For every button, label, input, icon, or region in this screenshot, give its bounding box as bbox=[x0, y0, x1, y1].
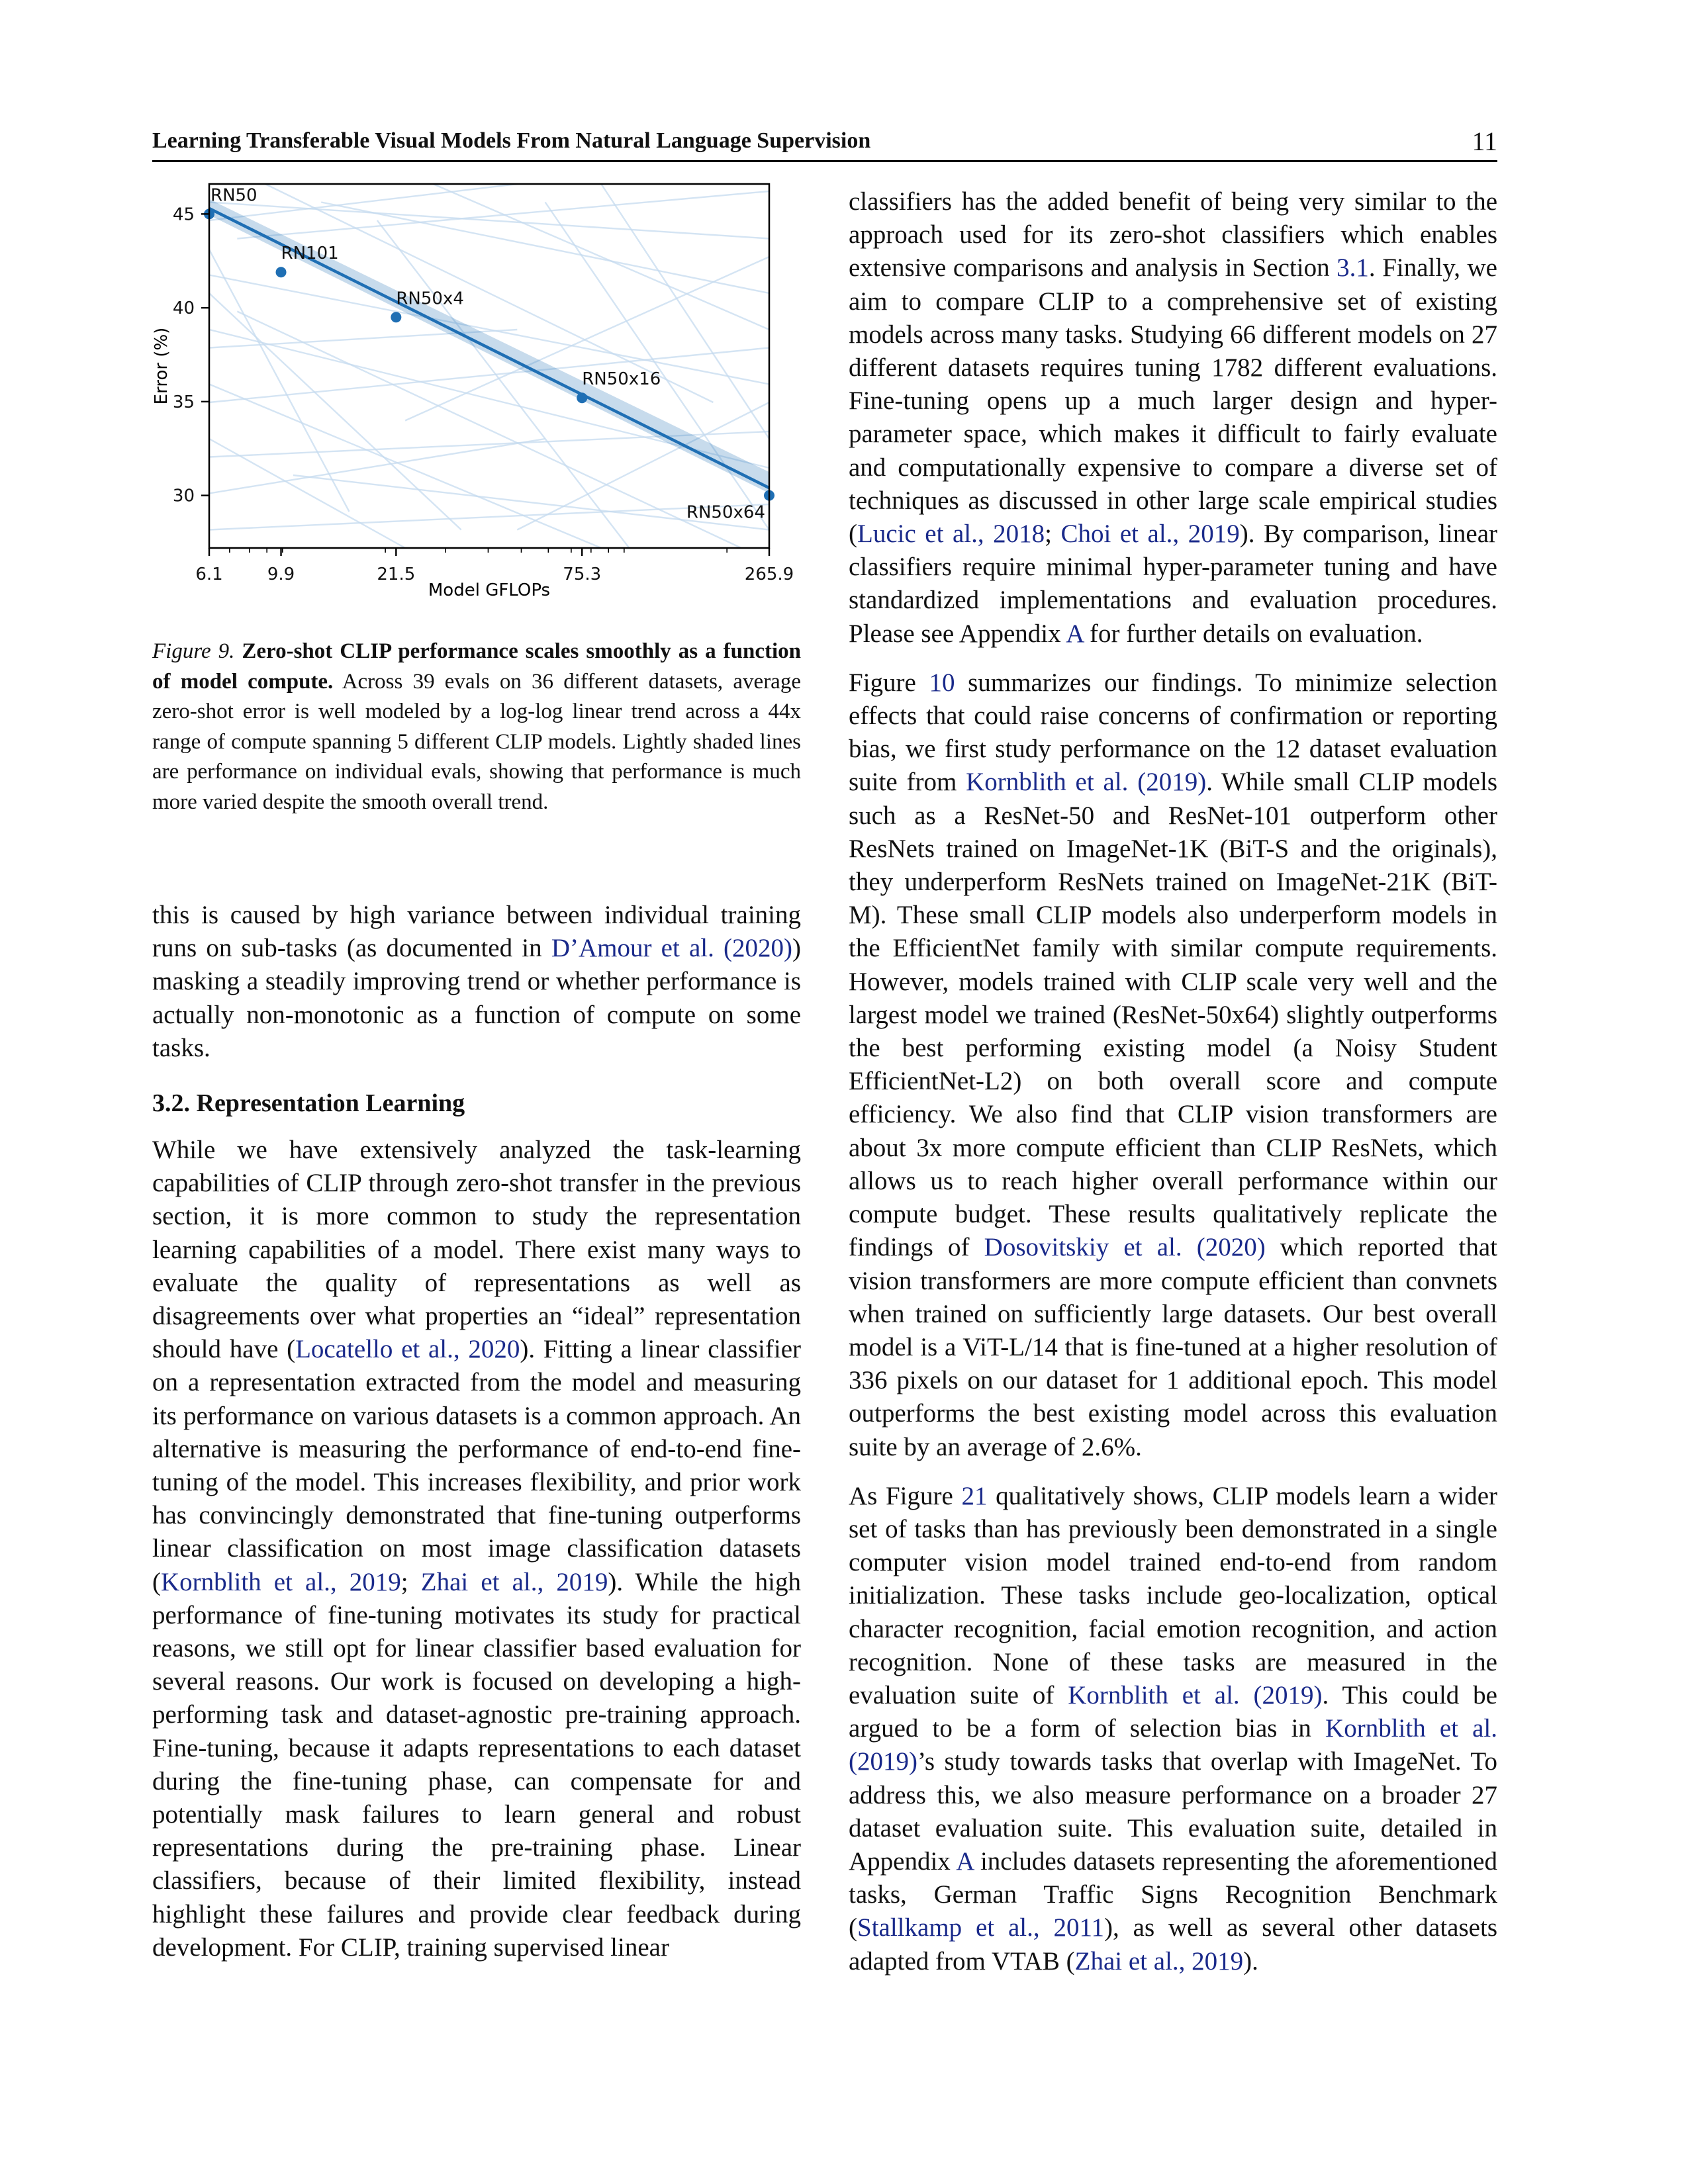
eval-line bbox=[209, 504, 769, 530]
text-run: which reported that vision transformers are more compute efficient than convnets when trained on sufficiently large datasets. Our best overall model is a ViT-L/14 that is fine-tuned at a higher resolution of 336 pixels on our dataset for 1 additional epoch. This model outperforms the best existing model across this evaluation suite by an average of 2.6%. bbox=[849, 1233, 1497, 1461]
y-axis bbox=[173, 205, 209, 506]
paragraph bbox=[849, 1480, 1497, 1978]
citation-link[interactable]: Dosovitskiy et al. (2020) bbox=[984, 1233, 1266, 1262]
paragraph bbox=[152, 1134, 801, 1964]
x-tick-label: 6.1 bbox=[195, 565, 223, 584]
figure-9-chart bbox=[0, 0, 821, 622]
eval-line bbox=[209, 275, 769, 385]
appendix-link[interactable]: A bbox=[1066, 619, 1084, 648]
figure-caption bbox=[152, 637, 801, 818]
text-run: classifiers has the added benefit of being very similar to the approach used for its zero-shot classifiers which enables extensive comparisons and analysis in Section bbox=[849, 187, 1497, 283]
paragraph bbox=[849, 666, 1497, 1464]
x-tick-label: 21.5 bbox=[377, 565, 416, 584]
figure-link[interactable]: 10 bbox=[929, 668, 955, 697]
text-run: ). bbox=[1243, 1946, 1258, 1976]
point-label-rn101: RN101 bbox=[281, 244, 339, 264]
text-run: Figure bbox=[849, 668, 929, 697]
text-run: . This could be argued to be a form of selection bias in bbox=[849, 1680, 1497, 1743]
x-tick-label: 265.9 bbox=[744, 565, 794, 584]
figure-title: Zero-shot CLIP performance scales smoothly as a function of model compute. bbox=[152, 639, 801, 694]
paragraph bbox=[152, 899, 801, 1065]
eval-line bbox=[601, 184, 769, 439]
citation-link[interactable]: Zhai et al., 2019 bbox=[1074, 1946, 1244, 1976]
text-run: . While small CLIP models such as a ResNet-50 and ResNet-101 outperform other ResNets trained on ImageNet-1K (BiT-S and the originals), they underperform ResNets trained on ImageNet-21K (BiT-M). These small CLIP models also underperform models in the EfficientNet family with similar compute requirements. However, models trained with CLIP scale very well and the largest model we trained (ResNet-50x64) slightly outperforms the best performing existing model (a Noisy Student EfficientNet-L2) on both overall score and compute efficiency. We also find that CLIP vision transformers are about 3x more compute efficient than CLIP ResNets, which allows us to reach higher overall performance within our compute budget. These results qualitatively replicate the findings of bbox=[849, 768, 1497, 1262]
text-run: While we have extensively analyzed the task-learning capabilities of CLIP through zero-shot transfer in the previous section, it is more common to study the representation learning capabilities of a model. There exist many ways to evaluate the quality of representations as well as disagreements over what properties an “ideal” representation should have ( bbox=[152, 1136, 801, 1364]
citation-link[interactable]: Choi et al., 2019 bbox=[1060, 520, 1240, 549]
data-point-rn50x4 bbox=[391, 312, 401, 322]
text-run: ). Fitting a linear classifier on a representation extracted from the model and measuring its performance on various datasets is a common approach. An alternative is measuring the performance of end-to-end fine-tuning of the model. This increases flexibility, and prior work has convincingly demonstrated that fine-tuning outperforms linear classification on most image classification datasets ( bbox=[152, 1335, 801, 1596]
citation-link[interactable]: D’Amour et al. (2020) bbox=[551, 934, 792, 963]
eval-line bbox=[321, 203, 769, 294]
text-run: ; bbox=[400, 1567, 421, 1596]
citation-link[interactable]: Kornblith et al. (2019) bbox=[1068, 1680, 1323, 1709]
x-axis bbox=[195, 548, 794, 584]
figure-link[interactable]: 21 bbox=[961, 1481, 988, 1510]
text-run: ). By comparison, linear classifiers require minimal hyper-parameter tuning and have standardized implementations and evaluation procedures. Please see Appendix bbox=[849, 520, 1497, 648]
eval-line bbox=[209, 293, 461, 530]
point-label-rn50x4: RN50x4 bbox=[396, 289, 464, 309]
x-tick-label: 9.9 bbox=[267, 565, 295, 584]
citation-link[interactable]: Stallkamp et al., 2011 bbox=[857, 1913, 1105, 1942]
point-label-rn50x16: RN50x16 bbox=[582, 369, 661, 390]
section-link[interactable]: 3.1 bbox=[1336, 253, 1369, 283]
citation-link[interactable]: Kornblith et al. (2019) bbox=[849, 1714, 1497, 1776]
y-tick-label: 35 bbox=[172, 392, 195, 412]
text-run: qualitatively shows, CLIP models learn a wider set of tasks than has previously been demonstrated in a single computer vision model trained end-to-end from random initialization. These tasks include geo-localization, optical character recognition, facial emotion recognition, and action recognition. None of these tasks are measured in the evaluation suite of bbox=[849, 1481, 1497, 1709]
citation-link[interactable]: Locatello et al., 2020 bbox=[295, 1335, 520, 1364]
figure-caption-text: Across 39 evals on 36 different datasets, average zero-shot error is well modeled by a log-log linear trend across a 44x range of compute spanning 5 different CLIP models. Lightly shaded lines are performance on individual evals, showing that performance is much more varied despite the smooth overall trend. bbox=[152, 669, 801, 814]
figure-label: Figure 9. bbox=[152, 639, 235, 663]
point-label-rn50x64: RN50x64 bbox=[686, 502, 765, 523]
paragraph bbox=[849, 185, 1497, 651]
citation-link[interactable]: Kornblith et al. (2019) bbox=[966, 768, 1207, 797]
appendix-link[interactable]: A bbox=[956, 1846, 974, 1876]
text-run: summarizes our findings. To minimize selection effects that could raise concerns of confirmation or reporting bias, we first study performance on the 12 dataset evaluation suite from bbox=[849, 668, 1497, 797]
citation-link[interactable]: Zhai et al., 2019 bbox=[420, 1567, 608, 1596]
y-tick-label: 30 bbox=[172, 486, 195, 506]
section-heading: 3.2. Representation Learning bbox=[152, 1089, 465, 1118]
x-tick-label: 75.3 bbox=[563, 565, 602, 584]
left-column bbox=[152, 899, 801, 1980]
y-tick-label: 45 bbox=[172, 205, 195, 225]
data-point-rn50x16 bbox=[577, 392, 587, 403]
right-column bbox=[849, 185, 1497, 1994]
eval-line bbox=[209, 385, 601, 549]
text-run: As Figure bbox=[849, 1481, 962, 1510]
citation-link[interactable]: Kornblith et al., 2019 bbox=[161, 1567, 401, 1596]
text-run: this is caused by high variance between individual training runs on sub-tasks (as documented in bbox=[152, 901, 801, 963]
citation-link[interactable]: Lucic et al., 2018 bbox=[857, 520, 1045, 549]
eval-lines bbox=[209, 184, 769, 548]
text-run: includes datasets representing the aforementioned tasks, German Traffic Signs Recognition Benchmark ( bbox=[849, 1846, 1497, 1942]
text-run: ). While the high performance of fine-tuning motivates its study for practical reasons, we still opt for linear classifier based evaluation for several reasons. Our work is focused on developing a high-performing task and dataset-agnostic pre-training approach. Fine-tuning, because it adapts representations to each dataset during the fine-tuning phase, can compensate for and potentially mask failures to learn general and robust representations during the pre-training phase. Linear classifiers, because of their limited flexibility, instead highlight these failures and provide clear feedback during development. For CLIP, training supervised linear bbox=[152, 1567, 802, 1962]
x-axis-label: Model GFLOPs bbox=[428, 580, 551, 600]
y-axis-label: Error (%) bbox=[152, 327, 171, 405]
text-run: ; bbox=[1045, 520, 1061, 549]
point-label-rn50: RN50 bbox=[211, 185, 258, 206]
eval-line bbox=[209, 348, 769, 403]
page-number: 11 bbox=[1472, 126, 1497, 156]
text-run: for further details on evaluation. bbox=[1083, 619, 1423, 648]
text-run: . Finally, we aim to compare CLIP to a comprehensive set of existing models across many tasks. Studying 66 different models on 27 different datasets requires tuning 1782 different evaluations. Fine-tuning opens up a much larger design and hyper-parameter space, which makes it difficult to fairly evaluate and computationally expensive to compare a diverse set of techniques as discussed in other large scale empirical studies ( bbox=[849, 253, 1497, 549]
running-title: Learning Transferable Visual Models From Natural Language Supervision bbox=[152, 128, 871, 153]
text-run: ), as well as several other datasets adapted from VTAB ( bbox=[849, 1913, 1497, 1976]
y-tick-label: 40 bbox=[172, 298, 195, 319]
text-run: ’s study towards tasks that overlap with ImageNet. To address this, we also measure performance on a broader 27 dataset evaluation suite. This evaluation suite, detailed in Appendix bbox=[849, 1747, 1497, 1876]
data-point-rn101 bbox=[276, 267, 287, 277]
text-run: ) masking a steadily improving trend or whether performance is actually non-monotonic as a function of compute on some tasks. bbox=[152, 934, 801, 1062]
